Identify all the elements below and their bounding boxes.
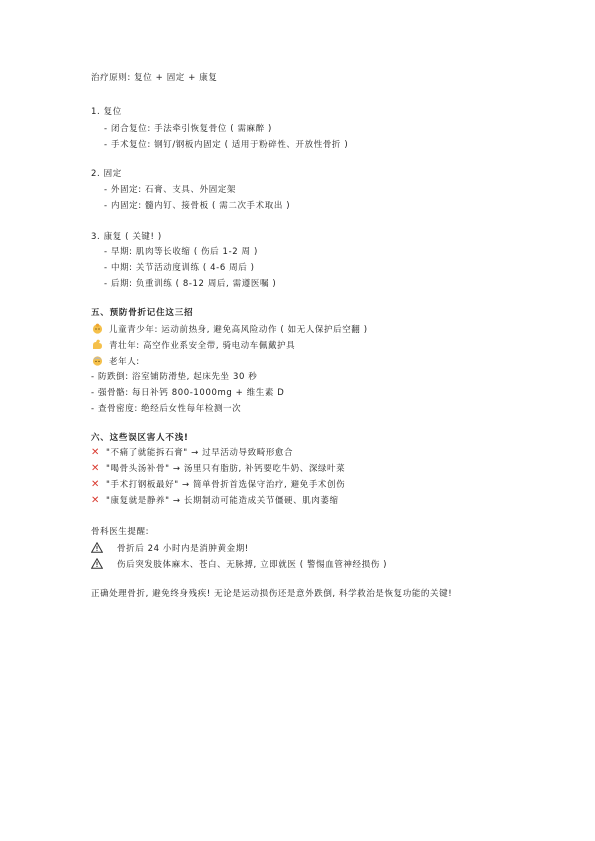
myth-item xyxy=(91,495,339,507)
reminder-item xyxy=(91,542,249,555)
myth-item-text: "康复就是静养" → 长期制动可能造成关节僵硬、肌肉萎缩 xyxy=(105,496,339,506)
prevention-children xyxy=(91,323,368,336)
list-item: - 内固定: 髓内钉、接骨板 ( 需二次手术取出 ) xyxy=(104,201,291,211)
list-item: - 早期: 肌肉等长收缩 ( 伤后 1-2 周 ) xyxy=(104,247,258,257)
warning-icon xyxy=(91,542,103,553)
cross-mark-icon: ✕ xyxy=(91,463,100,474)
fixation-heading: 2. 固定 xyxy=(91,169,122,179)
list-item: - 中期: 关节活动度训练 ( 4-6 周后 ) xyxy=(104,263,255,273)
myth-item xyxy=(91,463,345,475)
myth-item-text: "不痛了就能拆石膏" → 过早活动导致畸形愈合 xyxy=(105,448,294,458)
prevention-adults-text: 青壮年: 高空作业系安全带, 骑电动车佩戴护具 xyxy=(109,341,296,351)
older-person-emoji-icon xyxy=(91,355,104,366)
cross-mark-icon: ✕ xyxy=(91,447,100,458)
prevention-children-text: 儿童青少年: 运动前热身, 避免高风险动作 ( 如无人保护后空翻 ) xyxy=(109,325,368,335)
myth-item-text: "喝骨头汤补骨" → 汤里只有脂肪, 补钙要吃牛奶、深绿叶菜 xyxy=(105,464,346,474)
myth-item xyxy=(91,479,345,491)
conclusion-paragraph: 正确处理骨折, 避免终身残疾! 无论是运动损伤还是意外跌倒, 科学救治是恢复功能的关键! xyxy=(91,589,453,599)
flexed-biceps-emoji-icon xyxy=(91,339,104,350)
prevention-elderly-text: 老年人: xyxy=(109,357,140,367)
reminder-item xyxy=(91,558,387,571)
reminder-item-text: 骨折后 24 小时内是消肿黄金期! xyxy=(117,544,249,554)
prevention-adults xyxy=(91,339,295,352)
cross-mark-icon: ✕ xyxy=(91,479,100,490)
list-item: - 防跌倒: 浴室铺防滑垫, 起床先坐 30 秒 xyxy=(91,372,258,382)
list-item: - 后期: 负重训练 ( 8-12 周后, 需遵医嘱 ) xyxy=(104,279,277,289)
reduction-heading: 1. 复位 xyxy=(91,107,122,117)
prevention-title: 五、预防骨折记住这三招 xyxy=(91,308,194,318)
list-item: - 外固定: 石膏、支具、外固定架 xyxy=(104,185,237,195)
myth-item xyxy=(91,447,293,459)
list-item: - 闭合复位: 手法牵引恢复骨位 ( 需麻醉 ) xyxy=(104,124,272,134)
prevention-elderly xyxy=(91,355,140,368)
list-item: - 强骨骼: 每日补钙 800-1000mg + 维生素 D xyxy=(91,388,285,398)
treatment-principle: 治疗原则: 复位 + 固定 + 康复 xyxy=(91,73,218,83)
baby-emoji-icon xyxy=(91,323,104,334)
warning-icon xyxy=(91,558,103,569)
list-item: - 手术复位: 钢钉/钢板内固定 ( 适用于粉碎性、开放性骨折 ) xyxy=(104,140,349,150)
reminder-title: 骨科医生提醒: xyxy=(91,527,150,537)
cross-mark-icon: ✕ xyxy=(91,495,100,506)
reminder-item-text: 伤后突发肢体麻木、苍白、无脉搏, 立即就医 ( 警惕血管神经损伤 ) xyxy=(117,560,388,570)
myths-title: 六、这些误区害人不浅! xyxy=(91,433,189,443)
rehab-heading: 3. 康复 ( 关键! ) xyxy=(91,232,162,242)
myth-item-text: "手术打钢板最好" → 简单骨折首选保守治疗, 避免手术创伤 xyxy=(105,480,346,490)
list-item: - 查骨密度: 绝经后女性每年检测一次 xyxy=(91,404,242,414)
